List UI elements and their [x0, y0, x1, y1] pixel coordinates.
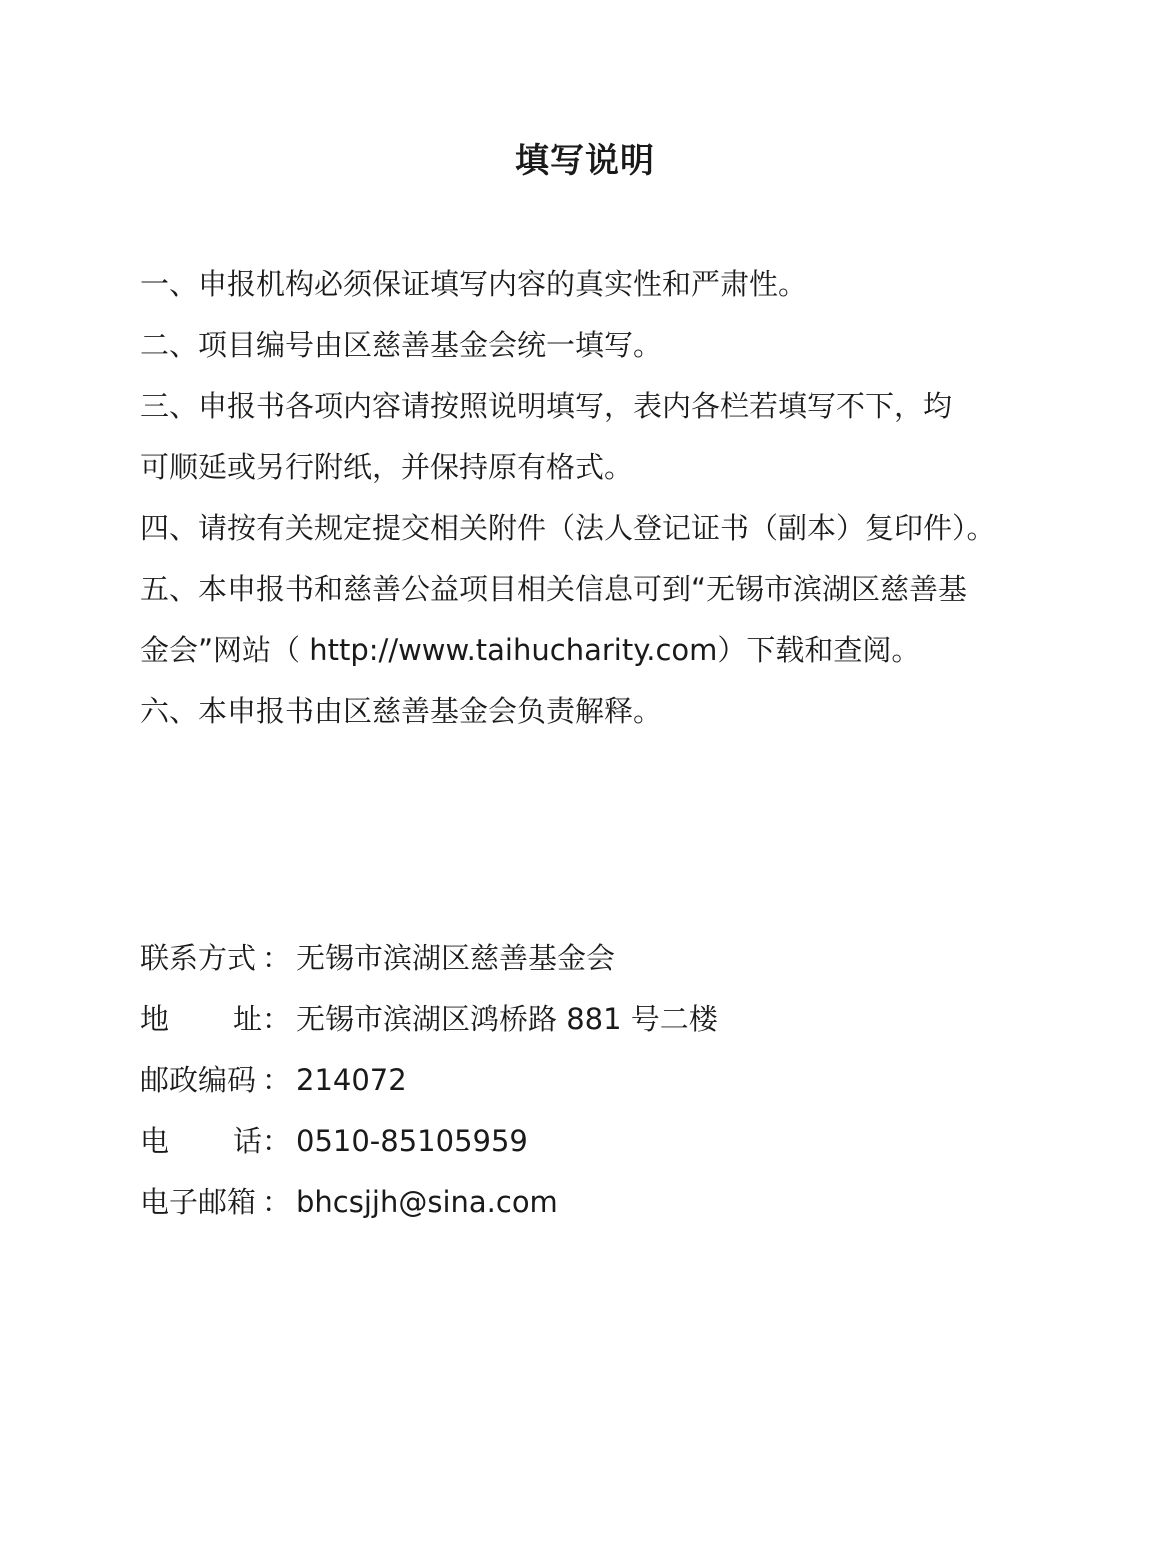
- contact-info: [140, 928, 1040, 1233]
- instructions-list: [140, 254, 1040, 742]
- instruction-line-5: 四、请按有关规定提交相关附件（法人登记证书（副本）复印件）。: [140, 511, 996, 545]
- colon: ：: [262, 1063, 292, 1097]
- instruction-line-7: 金会”网站（ http://www.taihucharity.com）下载和查阅。: [140, 633, 921, 667]
- address-label: [140, 989, 262, 1050]
- instruction-line-4: 可顺延或另行附纸，并保持原有格式。: [140, 450, 634, 484]
- contact-method-value: 无锡市滨湖区慈善基金会: [296, 941, 616, 975]
- contact-method-row: [140, 928, 1040, 989]
- email-row: [140, 1172, 1040, 1233]
- address-label-part-1: 地: [140, 1002, 170, 1036]
- address-label-part-2: 址: [232, 1002, 262, 1036]
- postcode-row: [140, 1050, 1040, 1111]
- phone-label: [140, 1111, 262, 1172]
- colon: ：: [262, 941, 292, 975]
- colon: ：: [262, 1002, 292, 1036]
- instruction-line-2: 二、项目编号由区慈善基金会统一填写。: [140, 328, 663, 362]
- phone-label-part-1: 电: [140, 1124, 170, 1158]
- phone-row: [140, 1111, 1040, 1172]
- instruction-line-3: 三、申报书各项内容请按照说明填写，表内各栏若填写不下，均: [140, 389, 953, 423]
- postcode-value: 214072: [296, 1063, 407, 1097]
- phone-label-part-2: 话: [232, 1124, 262, 1158]
- colon: ：: [262, 1185, 292, 1219]
- contact-method-label: 联系方式: [140, 941, 257, 975]
- email-value: bhcsjjh@sina.com: [296, 1185, 558, 1219]
- instruction-line-8: 六、本申报书由区慈善基金会负责解释。: [140, 694, 663, 728]
- postcode-label: 邮政编码: [140, 1063, 257, 1097]
- instruction-line-1: 一、申报机构必须保证填写内容的真实性和严肃性。: [140, 267, 808, 301]
- instruction-line-6: 五、本申报书和慈善公益项目相关信息可到“无锡市滨湖区慈善基: [140, 572, 968, 606]
- address-row: [140, 989, 1040, 1050]
- email-label: 电子邮箱: [140, 1185, 257, 1219]
- phone-value: 0510-85105959: [296, 1124, 528, 1158]
- colon: ：: [262, 1124, 292, 1158]
- address-value: 无锡市滨湖区鸿桥路 881 号二楼: [296, 1002, 718, 1036]
- page-title: 填写说明: [515, 141, 655, 181]
